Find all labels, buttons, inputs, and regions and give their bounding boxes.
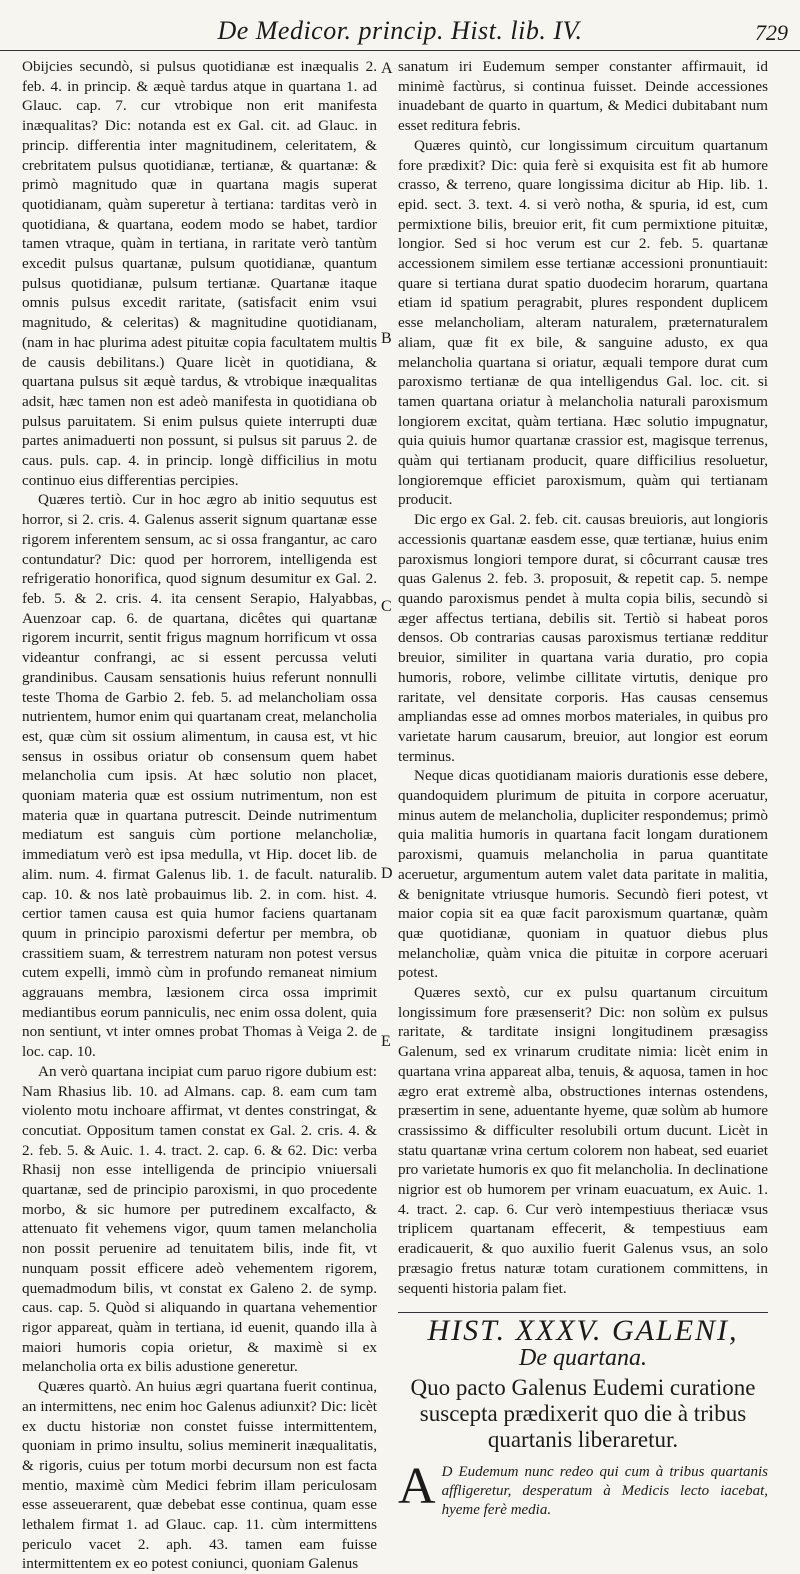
paragraph: Quæres quintò, cur longissimum circuitum quartanum fore prædixit? Dic: quia ferè si exquisita est fit ab humore crasso, & terreno, quare longissima dicitur ab Hip. lib. 1. epid. sect. 3. text. 4. si verò notha, & spuria, id est, cum permixtione bilis, breuior erit, fit cum permixtione pituitæ, longior. Sed si hoc verum est cur 2. feb. 5. quartanæ accessionem similem esse tertianæ accessioni pronuntiauit: quare si tertiana durat spatio duodecim horarum, quartana etiam id spatium peragrabit, plures respondent duplicem esse melancholiam, alteram naturalem, præternaturalem aliam, quæ fit ex bile, & sanguine adusto, ex qua melancholia quartana si oriatur, æquali tempore durat cum paroxismo tertianæ de qua intelligendus Gal. loc. cit. si tamen quartana oriatur à melancholia naturali paroxismum longiorem excitat, quàm tertiana. Hæc solutio impugnatur, quia quiuis humor quartanæ crassior est, magisque terrenus, quàm qui tertianam producit, quare difficilius resoluetur, longioremque efficiet paroxismum, quàm qui tertianam producit.	[398, 136, 768, 509]
margin-letter-c: C	[381, 598, 392, 615]
paragraph: sanatum iri Eudemum semper constanter affirmauit, id minimè factùrus, si continua fuisset. Deinde accessiones inuadebant de quarto in quartum, & Medici dubitabant num esset reditura febris.	[398, 58, 768, 135]
drop-cap: A	[398, 1457, 436, 1515]
paragraph: Quæres tertiò. Cur in hoc ægro ab initio sequutus est horror, si 2. cris. 4. Galenus asserit signum quartanæ esse rigorem inferentem sensum, ac si ossa frangantur, ac caro contundatur? Dic: quod per horrorem, intelligenda est refrigeratio honorifica, quod signum desumitur ex Gal. 2. feb. 5. & 2. cris. 4. ita censent Serapio, Halyabbas, Auenzoar cap. 6. de quartana, dicêtes qui quartanæ rigorem incurrit, sentit frigus magnum horrificum vt ossa videantur confrangi, ac si essent percussa veluti grandinibus. Causam sensationis huius referunt nonnulli teste Thoma de Garbio 2. feb. 5. ad melancholiam ossa nutrientem, humor enim qui quartanam creat, melancholia est, quæ cùm sit ossium alimentum, in causa est, vt hic sensus in ossibus oriatur ob consensum quem habet melancholia cum ipsis. At hæc solutio non placet, quoniam materia quæ est ossium nutrimentum, non est materia quæ in quartana putrescit. Deinde nutrimentum mediatum est sanguis cùm portione melancholiæ, immediatum verò est ipsa medulla, vt Hip. docet lib. de alim. num. 4. firmat Galenus lib. 1. de facult. naturalib. cap. 10. & nos latè probauimus lib. 2. in com. hist. 4. certior tamen causa est quia humor faciens quartanam quum in principio paroxismi defertur per membra, ob crassitiem suam, & terrestrem naturam non potest versus cutem expelli, immò cùm in profundo remaneat nimium aggrauans membra, læsionem circa ossa imprimit mediantibus eorum panniculis, nec enim ossa dolent, quia non sentiunt, vt inter omnes probat Thomas à Veiga 2. de loc. cap. 10.	[22, 491, 377, 1061]
margin-letter-a: A	[381, 60, 393, 77]
right-column	[398, 57, 768, 1520]
history-opening-text: D Eudemum nunc redeo qui cum à tribus quartanis affligeretur, desperatum à Medicis lecto iacebat, hyeme ferè media.	[441, 1463, 768, 1518]
page-number: 729	[755, 20, 788, 45]
margin-letter-d: D	[381, 865, 393, 882]
history-heading: HIST. XXXV. GALENI,	[398, 1312, 768, 1341]
left-column	[22, 57, 377, 1574]
paragraph: Neque dicas quotidianam maioris durationis esse debere, quandoquidem plurimum de pituita in corpore aceruatur, minus autem de melancholia, dupliciter respondemus; primò quia malitia humoris in quartana facit longam durationem paroxismi, quamuis melancholia in parua quantitate aceruetur, argumentum autem valet data paritate in malitia, & benignitate vtriusque humoris. Secundò fieri potest, vt maior copia sit ea quæ facit paroxismum quartanæ, quàm quæ quotidianæ, quoniam in quatuor diebus plus melancholiæ, quàm vnica die pituitæ in corpore aceruari potest.	[398, 767, 768, 982]
paragraph: Dic ergo ex Gal. 2. feb. cit. causas breuioris, aut longioris accessionis quartanæ easdem esse, quæ tertianæ, huius enim paroxismus longiori tempore durat, si côcurrant causæ tres quas Galenus 2. feb. 3. proposuit, & repetit cap. 5. nempe quando paroxismus pendet à multa copia bilis, secundò si æger affectus tertiana, debilis sit. Tertiò si habeat poros densos. Ob contrarias causas paroxismus tertianæ redditur breuior, similiter in quartana varia duratio, pro copia humoris, robore, velimbe cillitate virtutis, denique pro raritate, vel densitate corporis. Has causas censemus ampliandas esse ad omnes morbos materiales, in quibus pro varietate harum causarum, breuior, aut longior est eorum terminus.	[398, 511, 768, 765]
margin-letter-e: E	[381, 1033, 391, 1050]
paragraph: An verò quartana incipiat cum paruo rigore dubium est: Nam Rhasius lib. 10. ad Almans. cap. 8. eam cum tam violento motu inchoare affirmat, vt dentes constringat, & concutiat. Oppositum tamen constat ex Gal. 2. cris. 4. & 2. feb. 5. & Auic. 1. 4. tract. 2. cap. 6. & 62. Dic: verba Rhasij non esse intelligenda de principio vniuersali quartanæ, sed de principio paroxismi, in quo procedente morbo, & sic humore per putredinem excalfacto, & attenuato fit vehemens vigor, quum tamen melancholia non possit peruenire ad tenuitatem bilis, inde fit, vt nunquam possit efficere adeò vehementem rigorem, quemadmodum bilis, vt constat ex Galeno 2. de symp. caus. cap. 5. Quòd si aliquando in quartana vehementior rigor appareat, quàm in tertiana, id euenit, quando illa à maiori humoris copia orietur, & maximè si ex melancholia orta ex bilis adustione generetur.	[22, 1062, 377, 1376]
paragraph: Quæres quartò. An huius ægri quartana fuerit continua, an intermittens, nec enim hoc Galenus adiunxit? Dic: licèt ex ductu historiæ non constet fuisse intermittentem, quoniam in primo insultu, solius meminerit inæqualitatis, & rigoris, cuius per totum morbi decursum non est facta mentio, maximè cùm Medici febrim illam periculosam esse asseuerarent, quæ debebat esse continua, quam esse lethalem firmat 1. ad Glauc. cap. 11. cùm intermittens periculo vacet 2. aph. 43. tamen eam fuisse intermittentem ex eo potest coniunci, quoniam Galenus	[22, 1378, 377, 1573]
paragraph: Quæres sextò, cur ex pulsu quartanum circuitum longissimum fore præsenserit? Dic: non solùm ex pulsus raritate, & tarditate insigni longitudinem præsagiss Galenum, sed ex vrinarum cruditate nimia: licèt enim in quartana vrina appareat alba, tenuis, & aquosa, tamen in hoc ægro erat extremè alba, obstructiones internas ostendens, præsertim in sene, aduentante hyeme, quæ solùm ab humore crassissimo & difficulter resolubili ortum ducunt. Licèt in statu quartanæ vrina certum colorem non habeat, sed euariet pro varietate humoris ex quo fit melancholia. In declinatione nigrior est ob humorem per vrinam euacuatum, ex Auic. 1. 4. tract. 2. cap. 6. Cur verò intempestiuus theriacæ vsus triplicem quartanam effecerit, & tempestiuus eam eradicauerit, & quo auxilio fuerit Galenus vsus, an solo præsagio fretus naturæ totam curationem committens, in sequenti historia palam fiet.	[398, 984, 768, 1297]
running-title: De Medicor. princip. Hist. lib. IV.	[217, 16, 583, 45]
history-subheading: De quartana.	[519, 1345, 647, 1371]
paragraph: Obijcies secundò, si pulsus quotidianæ est inæqualis 2. feb. 4. in princip. & æquè tardus atque in quartana 1. ad Glauc. cap. 7. cur vtrobique non erit manifesta inæqualitas? Dic: notanda est ex Gal. cit. ad Glauc. in princip. differentia inter magnitudinem, celeritatem, & crebritatem pulsus quotidianæ, tertianæ, & quartanæ: & primò magnitudo quæ in quartana magis superat quotidianam, quàm superetur à tertiana: tarditas verò in quotidiana, & quartana, eodem modo se habet, tardior tamen vtraque, quàm in tertiana, in raritate verò tantùm excedit pulsus quartanæ, pulsum quotidianæ, quantum pulsus quotidianæ, pulsum tertianæ. Quartanæ itaque omnis pulsus excedit raritate, (satisfacit enim vsui magnitudo, & celeritas) & magnitudine quotidianam, (nam in hac plurima adest pituitæ copia facultatem multis de causis debilitans.) Quare licèt in quotidiana, & quartana pulsus sit æquè tardus, & vtrobique inæqualitas adsit, hæc tamen non est adeò manifesta in quotidiana ob pulsus paruitatem. Si enim pulsus quiete interrupti duæ partes animaduerti non possunt, si pulsus sit paruus 2. de caus. puls. cap. 4. in princip. longè difficilius in motu continuo eius differentias percipies.	[22, 58, 377, 489]
history-description: Quo pacto Galenus Eudemi curatione suscepta prædixerit quo die à tribus quartanis liberaretur.	[410, 1374, 756, 1452]
running-head	[0, 10, 800, 51]
history-opening	[398, 1457, 768, 1520]
margin-letter-b: B	[381, 330, 392, 347]
